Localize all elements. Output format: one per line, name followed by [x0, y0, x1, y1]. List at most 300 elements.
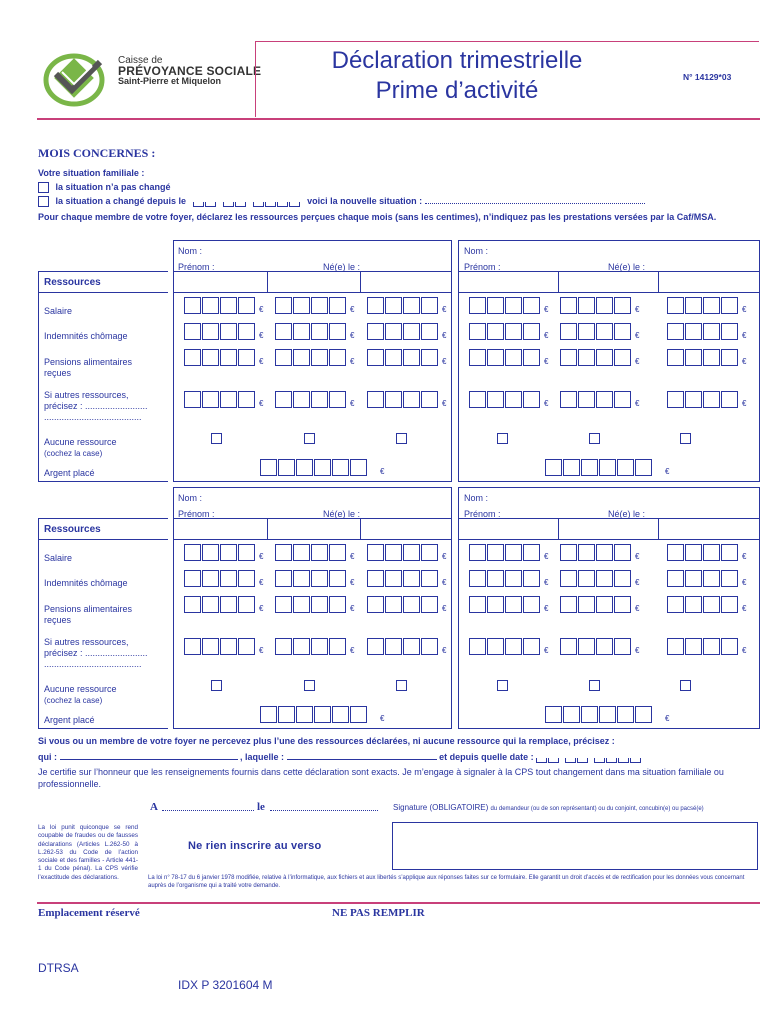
digit-cell[interactable] [220, 349, 237, 366]
aucune-ressource-checkbox[interactable] [304, 433, 315, 444]
amount-cells[interactable] [367, 570, 446, 587]
digit-cell[interactable] [487, 570, 504, 587]
digit-cell[interactable] [314, 459, 331, 476]
digit-cell[interactable] [614, 570, 631, 587]
digit-cell[interactable] [275, 323, 292, 340]
digit-cell[interactable] [523, 638, 540, 655]
digit-cell[interactable] [667, 349, 684, 366]
digit-cell[interactable] [184, 544, 201, 561]
digit-cell[interactable] [293, 323, 310, 340]
digit-cell[interactable] [685, 570, 702, 587]
digit-cell[interactable] [329, 349, 346, 366]
emplacement-reserve: Emplacement réservé [38, 907, 140, 919]
situation-changed-checkbox[interactable] [38, 196, 49, 207]
digit-cell[interactable] [560, 349, 577, 366]
digit-cell[interactable] [563, 459, 580, 476]
digit-cell[interactable] [220, 391, 237, 408]
amount-cells[interactable] [275, 596, 354, 613]
digit-cell[interactable] [578, 544, 595, 561]
digit-cell[interactable] [238, 570, 255, 587]
digit-cell[interactable] [685, 323, 702, 340]
digit-cell[interactable] [545, 706, 562, 723]
digit-cell[interactable] [202, 349, 219, 366]
amount-cells[interactable] [184, 570, 263, 587]
digit-cell[interactable] [421, 544, 438, 561]
amount-cells[interactable] [367, 544, 446, 561]
amount-cells[interactable] [469, 596, 548, 613]
digit-cell[interactable] [311, 349, 328, 366]
digit-cell[interactable] [220, 570, 237, 587]
amount-cells[interactable] [275, 323, 354, 340]
amount-cells[interactable] [560, 391, 639, 408]
amount-cells[interactable] [184, 638, 263, 655]
digit-cell[interactable] [184, 596, 201, 613]
digit-cell[interactable] [703, 391, 720, 408]
autres-label: Si autres ressources, précisez : ......................... ....................................... [44, 637, 148, 669]
digit-cell[interactable] [238, 544, 255, 561]
digit-cell[interactable] [275, 638, 292, 655]
digit-cell[interactable] [685, 349, 702, 366]
amount-cells[interactable] [184, 349, 263, 366]
digit-cell[interactable] [703, 349, 720, 366]
amount-cells[interactable] [667, 638, 746, 655]
digit-cell[interactable] [421, 570, 438, 587]
digit-cell[interactable] [685, 638, 702, 655]
digit-cell[interactable] [385, 596, 402, 613]
digit-cell[interactable] [220, 297, 237, 314]
amount-cells[interactable] [560, 570, 639, 587]
amount-cells[interactable] [275, 638, 354, 655]
digit-cell[interactable] [469, 323, 486, 340]
digit-cell[interactable] [293, 297, 310, 314]
new-situation-field[interactable] [425, 196, 645, 204]
digit-cell[interactable] [505, 570, 522, 587]
amount-cells[interactable] [469, 349, 548, 366]
digit-cell[interactable] [560, 391, 577, 408]
digit-cell[interactable] [329, 596, 346, 613]
digit-cell[interactable] [487, 349, 504, 366]
digit-cell[interactable] [293, 391, 310, 408]
digit-cell[interactable] [614, 596, 631, 613]
digit-cell[interactable] [578, 323, 595, 340]
digit-cell[interactable] [721, 544, 738, 561]
digit-cell[interactable] [505, 323, 522, 340]
amount-cells[interactable] [560, 349, 639, 366]
digit-cell[interactable] [202, 544, 219, 561]
aucune-ressource-checkbox[interactable] [497, 433, 508, 444]
digit-cell[interactable] [560, 323, 577, 340]
digit-cell[interactable] [403, 349, 420, 366]
euro-symbol: € [635, 578, 640, 587]
amount-cells[interactable] [667, 323, 746, 340]
digit-cell[interactable] [202, 596, 219, 613]
digit-cell[interactable] [667, 323, 684, 340]
digit-cell[interactable] [614, 391, 631, 408]
digit-cell[interactable] [667, 297, 684, 314]
digit-cell[interactable] [667, 596, 684, 613]
digit-cell[interactable] [367, 297, 384, 314]
amount-cells[interactable] [469, 323, 548, 340]
digit-cell[interactable] [184, 349, 201, 366]
digit-cell[interactable] [385, 391, 402, 408]
digit-cell[interactable] [581, 459, 598, 476]
digit-cell[interactable] [403, 323, 420, 340]
digit-cell[interactable] [685, 297, 702, 314]
aucune-ressource-checkbox[interactable] [497, 680, 508, 691]
digit-cell[interactable] [296, 459, 313, 476]
digit-cell[interactable] [275, 544, 292, 561]
digit-cell[interactable] [487, 638, 504, 655]
digit-cell[interactable] [703, 596, 720, 613]
depuis-date-field[interactable] [536, 752, 642, 762]
euro-symbol: € [442, 578, 447, 587]
situation-unchanged-checkbox[interactable] [38, 182, 49, 193]
argent-place-cells[interactable] [260, 706, 384, 723]
digit-cell[interactable] [311, 570, 328, 587]
amount-cells[interactable] [367, 349, 446, 366]
digit-cell[interactable] [614, 638, 631, 655]
digit-cell[interactable] [202, 297, 219, 314]
qui-field[interactable] [60, 752, 238, 760]
digit-cell[interactable] [311, 638, 328, 655]
digit-cell[interactable] [311, 596, 328, 613]
amount-cells[interactable] [560, 323, 639, 340]
digit-cell[interactable] [329, 570, 346, 587]
digit-cell[interactable] [667, 638, 684, 655]
digit-cell[interactable] [703, 544, 720, 561]
digit-cell[interactable] [560, 638, 577, 655]
situation-date-field[interactable] [193, 196, 304, 206]
digit-cell[interactable] [367, 596, 384, 613]
digit-cell[interactable] [596, 596, 613, 613]
aucune-ressource-checkbox[interactable] [680, 433, 691, 444]
digit-cell[interactable] [403, 391, 420, 408]
digit-cell[interactable] [596, 323, 613, 340]
digit-cell[interactable] [293, 638, 310, 655]
digit-cell[interactable] [311, 544, 328, 561]
digit-cell[interactable] [202, 638, 219, 655]
digit-cell[interactable] [635, 459, 652, 476]
amount-cells[interactable] [560, 297, 639, 314]
digit-cell[interactable] [278, 459, 295, 476]
digit-cell[interactable] [596, 544, 613, 561]
digit-cell[interactable] [721, 297, 738, 314]
digit-cell[interactable] [505, 297, 522, 314]
digit-cell[interactable] [469, 544, 486, 561]
digit-cell[interactable] [599, 459, 616, 476]
digit-cell[interactable] [329, 638, 346, 655]
digit-cell[interactable] [332, 706, 349, 723]
digit-cell[interactable] [667, 544, 684, 561]
digit-cell[interactable] [617, 459, 634, 476]
amount-cells[interactable] [560, 638, 639, 655]
digit-cell[interactable] [385, 297, 402, 314]
digit-cell[interactable] [505, 596, 522, 613]
digit-cell[interactable] [329, 323, 346, 340]
pensions-label: Pensions alimentaires reçues [44, 604, 133, 625]
date-field[interactable] [270, 810, 378, 811]
digit-cell[interactable] [487, 391, 504, 408]
amount-cells[interactable] [367, 323, 446, 340]
digit-cell[interactable] [293, 544, 310, 561]
amount-cells[interactable] [469, 297, 548, 314]
euro-symbol: € [544, 578, 549, 587]
digit-cell[interactable] [505, 638, 522, 655]
digit-cell[interactable] [667, 391, 684, 408]
amount-cells[interactable] [367, 391, 446, 408]
aucune-ressource-checkbox[interactable] [396, 680, 407, 691]
digit-cell[interactable] [560, 297, 577, 314]
amount-cells[interactable] [184, 391, 263, 408]
digit-cell[interactable] [635, 706, 652, 723]
amount-cells[interactable] [469, 544, 548, 561]
digit-cell[interactable] [614, 349, 631, 366]
digit-cell[interactable] [311, 297, 328, 314]
digit-cell[interactable] [184, 323, 201, 340]
digit-cell[interactable] [184, 297, 201, 314]
digit-cell[interactable] [403, 638, 420, 655]
amount-cells[interactable] [275, 297, 354, 314]
digit-cell[interactable] [275, 349, 292, 366]
digit-cell[interactable] [721, 570, 738, 587]
amount-cells[interactable] [469, 570, 548, 587]
digit-cell[interactable] [385, 570, 402, 587]
digit-cell[interactable] [560, 570, 577, 587]
aucune-ressource-checkbox[interactable] [589, 433, 600, 444]
amount-cells[interactable] [667, 297, 746, 314]
digit-cell[interactable] [578, 638, 595, 655]
digit-cell[interactable] [403, 297, 420, 314]
digit-cell[interactable] [403, 596, 420, 613]
digit-cell[interactable] [578, 391, 595, 408]
digit-cell[interactable] [487, 544, 504, 561]
digit-cell[interactable] [293, 349, 310, 366]
digit-cell[interactable] [469, 297, 486, 314]
digit-cell[interactable] [469, 391, 486, 408]
digit-cell[interactable] [560, 596, 577, 613]
digit-cell[interactable] [617, 706, 634, 723]
amount-cells[interactable] [275, 391, 354, 408]
digit-cell[interactable] [469, 570, 486, 587]
digit-cell[interactable] [220, 323, 237, 340]
digit-cell[interactable] [721, 349, 738, 366]
amount-cells[interactable] [667, 349, 746, 366]
digit-cell[interactable] [703, 570, 720, 587]
digit-cell[interactable] [614, 544, 631, 561]
aucune-ressource-checkbox[interactable] [589, 680, 600, 691]
digit-cell[interactable] [293, 596, 310, 613]
digit-cell[interactable] [469, 349, 486, 366]
digit-cell[interactable] [523, 544, 540, 561]
digit-cell[interactable] [238, 596, 255, 613]
digit-cell[interactable] [596, 297, 613, 314]
digit-cell[interactable] [469, 638, 486, 655]
amount-cells[interactable] [469, 391, 548, 408]
digit-cell[interactable] [421, 349, 438, 366]
digit-cell[interactable] [421, 297, 438, 314]
digit-cell[interactable] [293, 570, 310, 587]
digit-cell[interactable] [421, 638, 438, 655]
aucune-ressource-checkbox[interactable] [211, 680, 222, 691]
amount-cells[interactable] [667, 570, 746, 587]
digit-cell[interactable] [614, 297, 631, 314]
digit-cell[interactable] [523, 391, 540, 408]
digit-cell[interactable] [599, 706, 616, 723]
digit-cell[interactable] [367, 570, 384, 587]
digit-cell[interactable] [238, 638, 255, 655]
digit-cell[interactable] [311, 323, 328, 340]
digit-cell[interactable] [581, 706, 598, 723]
digit-cell[interactable] [523, 570, 540, 587]
aucune-ressource-checkbox[interactable] [304, 680, 315, 691]
digit-cell[interactable] [469, 596, 486, 613]
digit-cell[interactable] [329, 544, 346, 561]
digit-cell[interactable] [505, 349, 522, 366]
amount-cells[interactable] [667, 391, 746, 408]
argent-place-cells[interactable] [260, 459, 384, 476]
digit-cell[interactable] [184, 638, 201, 655]
digit-cell[interactable] [421, 391, 438, 408]
digit-cell[interactable] [275, 391, 292, 408]
digit-cell[interactable] [596, 349, 613, 366]
digit-cell[interactable] [721, 391, 738, 408]
digit-cell[interactable] [311, 391, 328, 408]
digit-cell[interactable] [403, 544, 420, 561]
amount-cells[interactable] [275, 349, 354, 366]
amount-cells[interactable] [184, 323, 263, 340]
digit-cell[interactable] [596, 391, 613, 408]
amount-cells[interactable] [184, 297, 263, 314]
digit-cell[interactable] [421, 596, 438, 613]
digit-cell[interactable] [421, 323, 438, 340]
digit-cell[interactable] [523, 596, 540, 613]
digit-cell[interactable] [545, 459, 562, 476]
amount-cells[interactable] [367, 297, 446, 314]
divider [37, 118, 760, 120]
digit-cell[interactable] [202, 391, 219, 408]
amount-cells[interactable] [367, 638, 446, 655]
digit-cell[interactable] [202, 323, 219, 340]
digit-cell[interactable] [367, 544, 384, 561]
lieu-field[interactable] [162, 810, 254, 811]
digit-cell[interactable] [184, 570, 201, 587]
digit-cell[interactable] [523, 323, 540, 340]
digit-cell[interactable] [685, 544, 702, 561]
digit-cell[interactable] [596, 638, 613, 655]
digit-cell[interactable] [275, 570, 292, 587]
aucune-ressource-checkbox[interactable] [680, 680, 691, 691]
digit-cell[interactable] [350, 706, 367, 723]
amount-cells[interactable] [184, 544, 263, 561]
digit-cell[interactable] [275, 297, 292, 314]
digit-cell[interactable] [578, 349, 595, 366]
signature-box[interactable] [392, 822, 758, 870]
digit-cell[interactable] [685, 391, 702, 408]
digit-cell[interactable] [332, 459, 349, 476]
amount-cells[interactable] [275, 544, 354, 561]
digit-cell[interactable] [685, 596, 702, 613]
digit-cell[interactable] [703, 638, 720, 655]
digit-cell[interactable] [238, 391, 255, 408]
digit-cell[interactable] [721, 323, 738, 340]
digit-cell[interactable] [614, 323, 631, 340]
member-2-prenom: Prénom : [464, 262, 501, 272]
laquelle-field[interactable] [287, 752, 437, 760]
digit-cell[interactable] [329, 297, 346, 314]
aucune-ressource-checkbox[interactable] [211, 433, 222, 444]
aucune-ressource-checkbox[interactable] [396, 433, 407, 444]
digit-cell[interactable] [487, 297, 504, 314]
digit-cell[interactable] [721, 596, 738, 613]
digit-cell[interactable] [184, 391, 201, 408]
digit-cell[interactable] [403, 570, 420, 587]
digit-cell[interactable] [260, 459, 277, 476]
digit-cell[interactable] [721, 638, 738, 655]
instructions: Pour chaque membre de votre foyer, déclarez les ressources perçues chaque mois (sans les centimes), n’indiquez pas les prestations versées par la Caf/MSA. [38, 212, 717, 222]
digit-cell[interactable] [367, 349, 384, 366]
amount-cells[interactable] [469, 638, 548, 655]
digit-cell[interactable] [367, 391, 384, 408]
digit-cell[interactable] [220, 596, 237, 613]
digit-cell[interactable] [385, 349, 402, 366]
amount-cells[interactable] [560, 596, 639, 613]
digit-cell[interactable] [563, 706, 580, 723]
digit-cell[interactable] [238, 297, 255, 314]
digit-cell[interactable] [578, 570, 595, 587]
digit-cell[interactable] [487, 596, 504, 613]
digit-cell[interactable] [385, 638, 402, 655]
argent-place-cells[interactable] [545, 459, 669, 476]
amount-cells[interactable] [184, 596, 263, 613]
digit-cell[interactable] [367, 323, 384, 340]
digit-cell[interactable] [202, 570, 219, 587]
amount-cells[interactable] [667, 544, 746, 561]
digit-cell[interactable] [238, 349, 255, 366]
digit-cell[interactable] [367, 638, 384, 655]
digit-cell[interactable] [329, 391, 346, 408]
digit-cell[interactable] [505, 391, 522, 408]
digit-cell[interactable] [596, 570, 613, 587]
argent-place-cells[interactable] [545, 706, 669, 723]
digit-cell[interactable] [314, 706, 331, 723]
digit-cell[interactable] [523, 297, 540, 314]
digit-cell[interactable] [560, 544, 577, 561]
digit-cell[interactable] [238, 323, 255, 340]
digit-cell[interactable] [296, 706, 313, 723]
amount-cells[interactable] [560, 544, 639, 561]
digit-cell[interactable] [703, 323, 720, 340]
digit-cell[interactable] [220, 638, 237, 655]
digit-cell[interactable] [278, 706, 295, 723]
amount-cells[interactable] [275, 570, 354, 587]
euro-symbol: € [742, 604, 747, 613]
digit-cell[interactable] [385, 544, 402, 561]
digit-cell[interactable] [578, 297, 595, 314]
amount-cells[interactable] [667, 596, 746, 613]
digit-cell[interactable] [505, 544, 522, 561]
digit-cell[interactable] [220, 544, 237, 561]
digit-cell[interactable] [350, 459, 367, 476]
digit-cell[interactable] [667, 570, 684, 587]
amount-cells[interactable] [367, 596, 446, 613]
digit-cell[interactable] [275, 596, 292, 613]
digit-cell[interactable] [385, 323, 402, 340]
digit-cell[interactable] [578, 596, 595, 613]
digit-cell[interactable] [487, 323, 504, 340]
digit-cell[interactable] [260, 706, 277, 723]
digit-cell[interactable] [703, 297, 720, 314]
digit-cell[interactable] [523, 349, 540, 366]
